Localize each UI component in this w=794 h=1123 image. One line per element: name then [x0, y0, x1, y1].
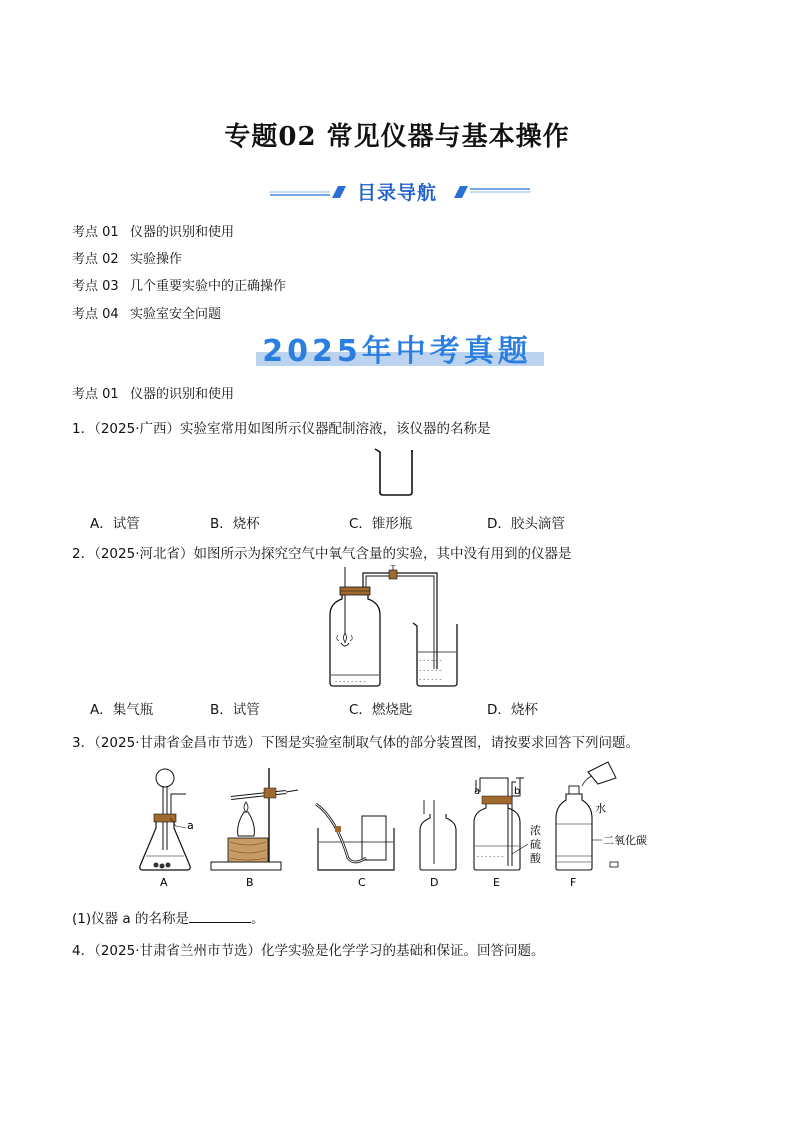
apparatus-b [211, 768, 298, 870]
apparatus-f [556, 762, 618, 870]
q1-option-c[interactable]: C．锥形瓶 [349, 516, 413, 532]
beaker-figure [372, 446, 418, 498]
gas-apparatus-figure [136, 758, 660, 894]
q1-option-b[interactable]: B．烧杯 [210, 516, 260, 532]
apparatus-d [420, 800, 456, 870]
q2-option-c[interactable]: C．燃烧匙 [349, 702, 413, 718]
q1-option-d[interactable]: D．胶头滴管 [487, 516, 565, 532]
label-B: B [246, 876, 254, 889]
q2-option-d[interactable]: D．烧杯 [487, 702, 538, 718]
q2-option-b[interactable]: B．试管 [210, 702, 260, 718]
oxygen-experiment-figure [325, 565, 475, 690]
toc-item-02[interactable] [72, 248, 182, 267]
svg-text:- - - - - -: - - - - - - [419, 657, 442, 664]
label-acid-2: 硫 [530, 838, 541, 851]
svg-text:- - - - - -: - - - - - - [419, 676, 442, 683]
label-e-b: b [514, 786, 521, 797]
toc-item-01[interactable] [72, 221, 234, 240]
toc-key: 考点 01 [72, 225, 119, 240]
label-water: 水 [595, 802, 606, 815]
toc-label: 仪器的识别和使用 [130, 225, 235, 240]
toc-item-03[interactable] [72, 275, 286, 294]
toc-label: 几个重要实验中的正确操作 [130, 279, 287, 294]
answer-blank[interactable] [189, 910, 251, 923]
label-D: D [430, 876, 439, 889]
toc-item-04[interactable] [72, 303, 221, 322]
svg-text:- - - - - -: - - - - - - [419, 667, 442, 674]
toc-label: 实验操作 [130, 252, 183, 267]
question-3-sub-1 [72, 907, 264, 927]
question-4-text: 4．（2025·甘肃省兰州市节选）化学实验是化学学习的基础和保证。回答问题。 [72, 943, 545, 959]
label-E: E [493, 876, 500, 889]
section-banner: 2025年中考真题 [262, 334, 532, 369]
q1-option-a[interactable]: A．试管 [90, 516, 140, 532]
svg-text:- - - - - - - -: - - - - - - - - [335, 678, 366, 685]
question-3-text: 3．（2025·甘肃省金昌市节选）下图是实验室制取气体的部分装置图，请按要求回答下列问题。 [72, 735, 639, 751]
page-title: 专题02 常见仪器与基本操作 [224, 122, 570, 152]
apparatus-c [316, 804, 394, 870]
question-2-text: 2．（2025·河北省）如图所示为探究空气中氧气含量的实验，其中没有用到的仪器是 [72, 546, 572, 562]
question-1-text: 1．（2025·广西）实验室常用如图所示仪器配制溶液，该仪器的名称是 [72, 421, 491, 437]
sub1-suffix: 。 [250, 911, 265, 927]
label-F: F [570, 876, 577, 889]
sub1-prefix: (1)仪器 a 的名称是 [72, 911, 189, 927]
section-heading [72, 383, 234, 402]
toc-key: 考点 02 [72, 252, 119, 267]
label-C: C [358, 876, 366, 889]
toc-key: 考点 03 [72, 279, 119, 294]
toc-label: 实验室安全问题 [130, 307, 222, 322]
section-key: 考点 01 [72, 387, 119, 402]
section-label: 仪器的识别和使用 [130, 387, 235, 402]
label-acid-1: 浓 [530, 824, 541, 837]
label-a-left: a [187, 819, 194, 832]
svg-text:- - - - - - -: - - - - - - - [477, 853, 504, 860]
apparatus-a [140, 769, 190, 870]
q2-option-a[interactable]: A．集气瓶 [90, 702, 154, 718]
label-A: A [160, 876, 168, 889]
label-co2: 二氧化碳 [603, 834, 647, 847]
toc-key: 考点 04 [72, 307, 119, 322]
label-e-a: a [474, 786, 481, 797]
label-acid-3: 酸 [530, 852, 541, 865]
nav-title: 目录导航 [356, 182, 437, 204]
